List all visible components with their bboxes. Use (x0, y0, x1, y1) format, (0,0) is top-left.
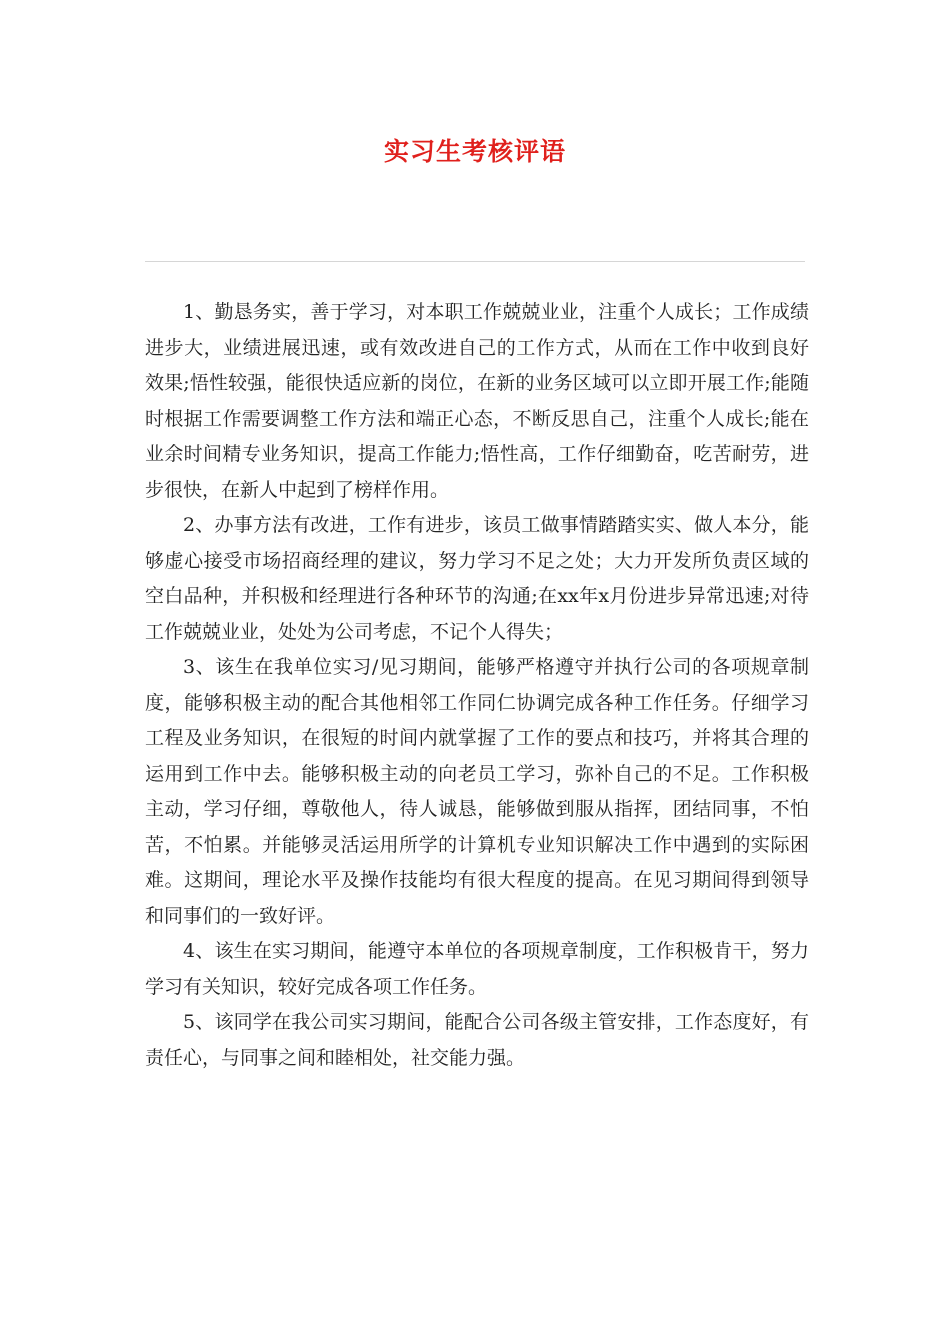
document-body (145, 295, 809, 1076)
paragraph-4: 4、该生在实习期间，能遵守本单位的各项规章制度，工作积极肯干，努力学习有关知识，较好完成各项工作任务。 (145, 940, 809, 998)
paragraph-1: 1、勤恳务实，善于学习，对本职工作兢兢业业，注重个人成长；工作成绩进步大，业绩进展迅速，或有效改进自己的工作方式，从而在工作中收到良好效果;悟性较强，能很快适应新的岗位，在新的业务区域可以立即开展工作;能随时根据工作需要调整工作方法和端正心态，不断反思自己，注重个人成长;能在业余时间精专业务知识，提高工作能力;悟性高，工作仔细勤奋，吃苦耐劳，进步很快，在新人中起到了榜样作用。 (145, 301, 809, 501)
paragraph-3: 3、该生在我单位实习/见习期间，能够严格遵守并执行公司的各项规章制度，能够积极主动的配合其他相邻工作同仁协调完成各种工作任务。仔细学习工程及业务知识，在很短的时间内就掌握了工作的要点和技巧，并将其合理的运用到工作中去。能够积极主动的向老员工学习，弥补自己的不足。工作积极主动，学习仔细，尊敬他人，待人诚恳，能够做到服从指挥，团结同事，不怕苦，不怕累。并能够灵活运用所学的计算机专业知识解决工作中遇到的实际困难。这期间，理论水平及操作技能均有很大程度的提高。在见习期间得到领导和同事们的一致好评。 (145, 656, 809, 927)
paragraph-5: 5、该同学在我公司实习期间，能配合公司各级主管安排，工作态度好，有责任心，与同事之间和睦相处，社交能力强。 (145, 1011, 809, 1069)
title-divider (145, 261, 805, 262)
document-title: 实习生考核评语 (383, 137, 566, 166)
paragraph-2: 2、办事方法有改进，工作有进步，该员工做事情踏踏实实、做人本分，能够虚心接受市场招商经理的建议，努力学习不足之处；大力开发所负责区域的空白品种，并积极和经理进行各种环节的沟通;在xx年x月份进步异常迅速;对待工作兢兢业业，处处为公司考虑，不记个人得失； (145, 514, 809, 643)
